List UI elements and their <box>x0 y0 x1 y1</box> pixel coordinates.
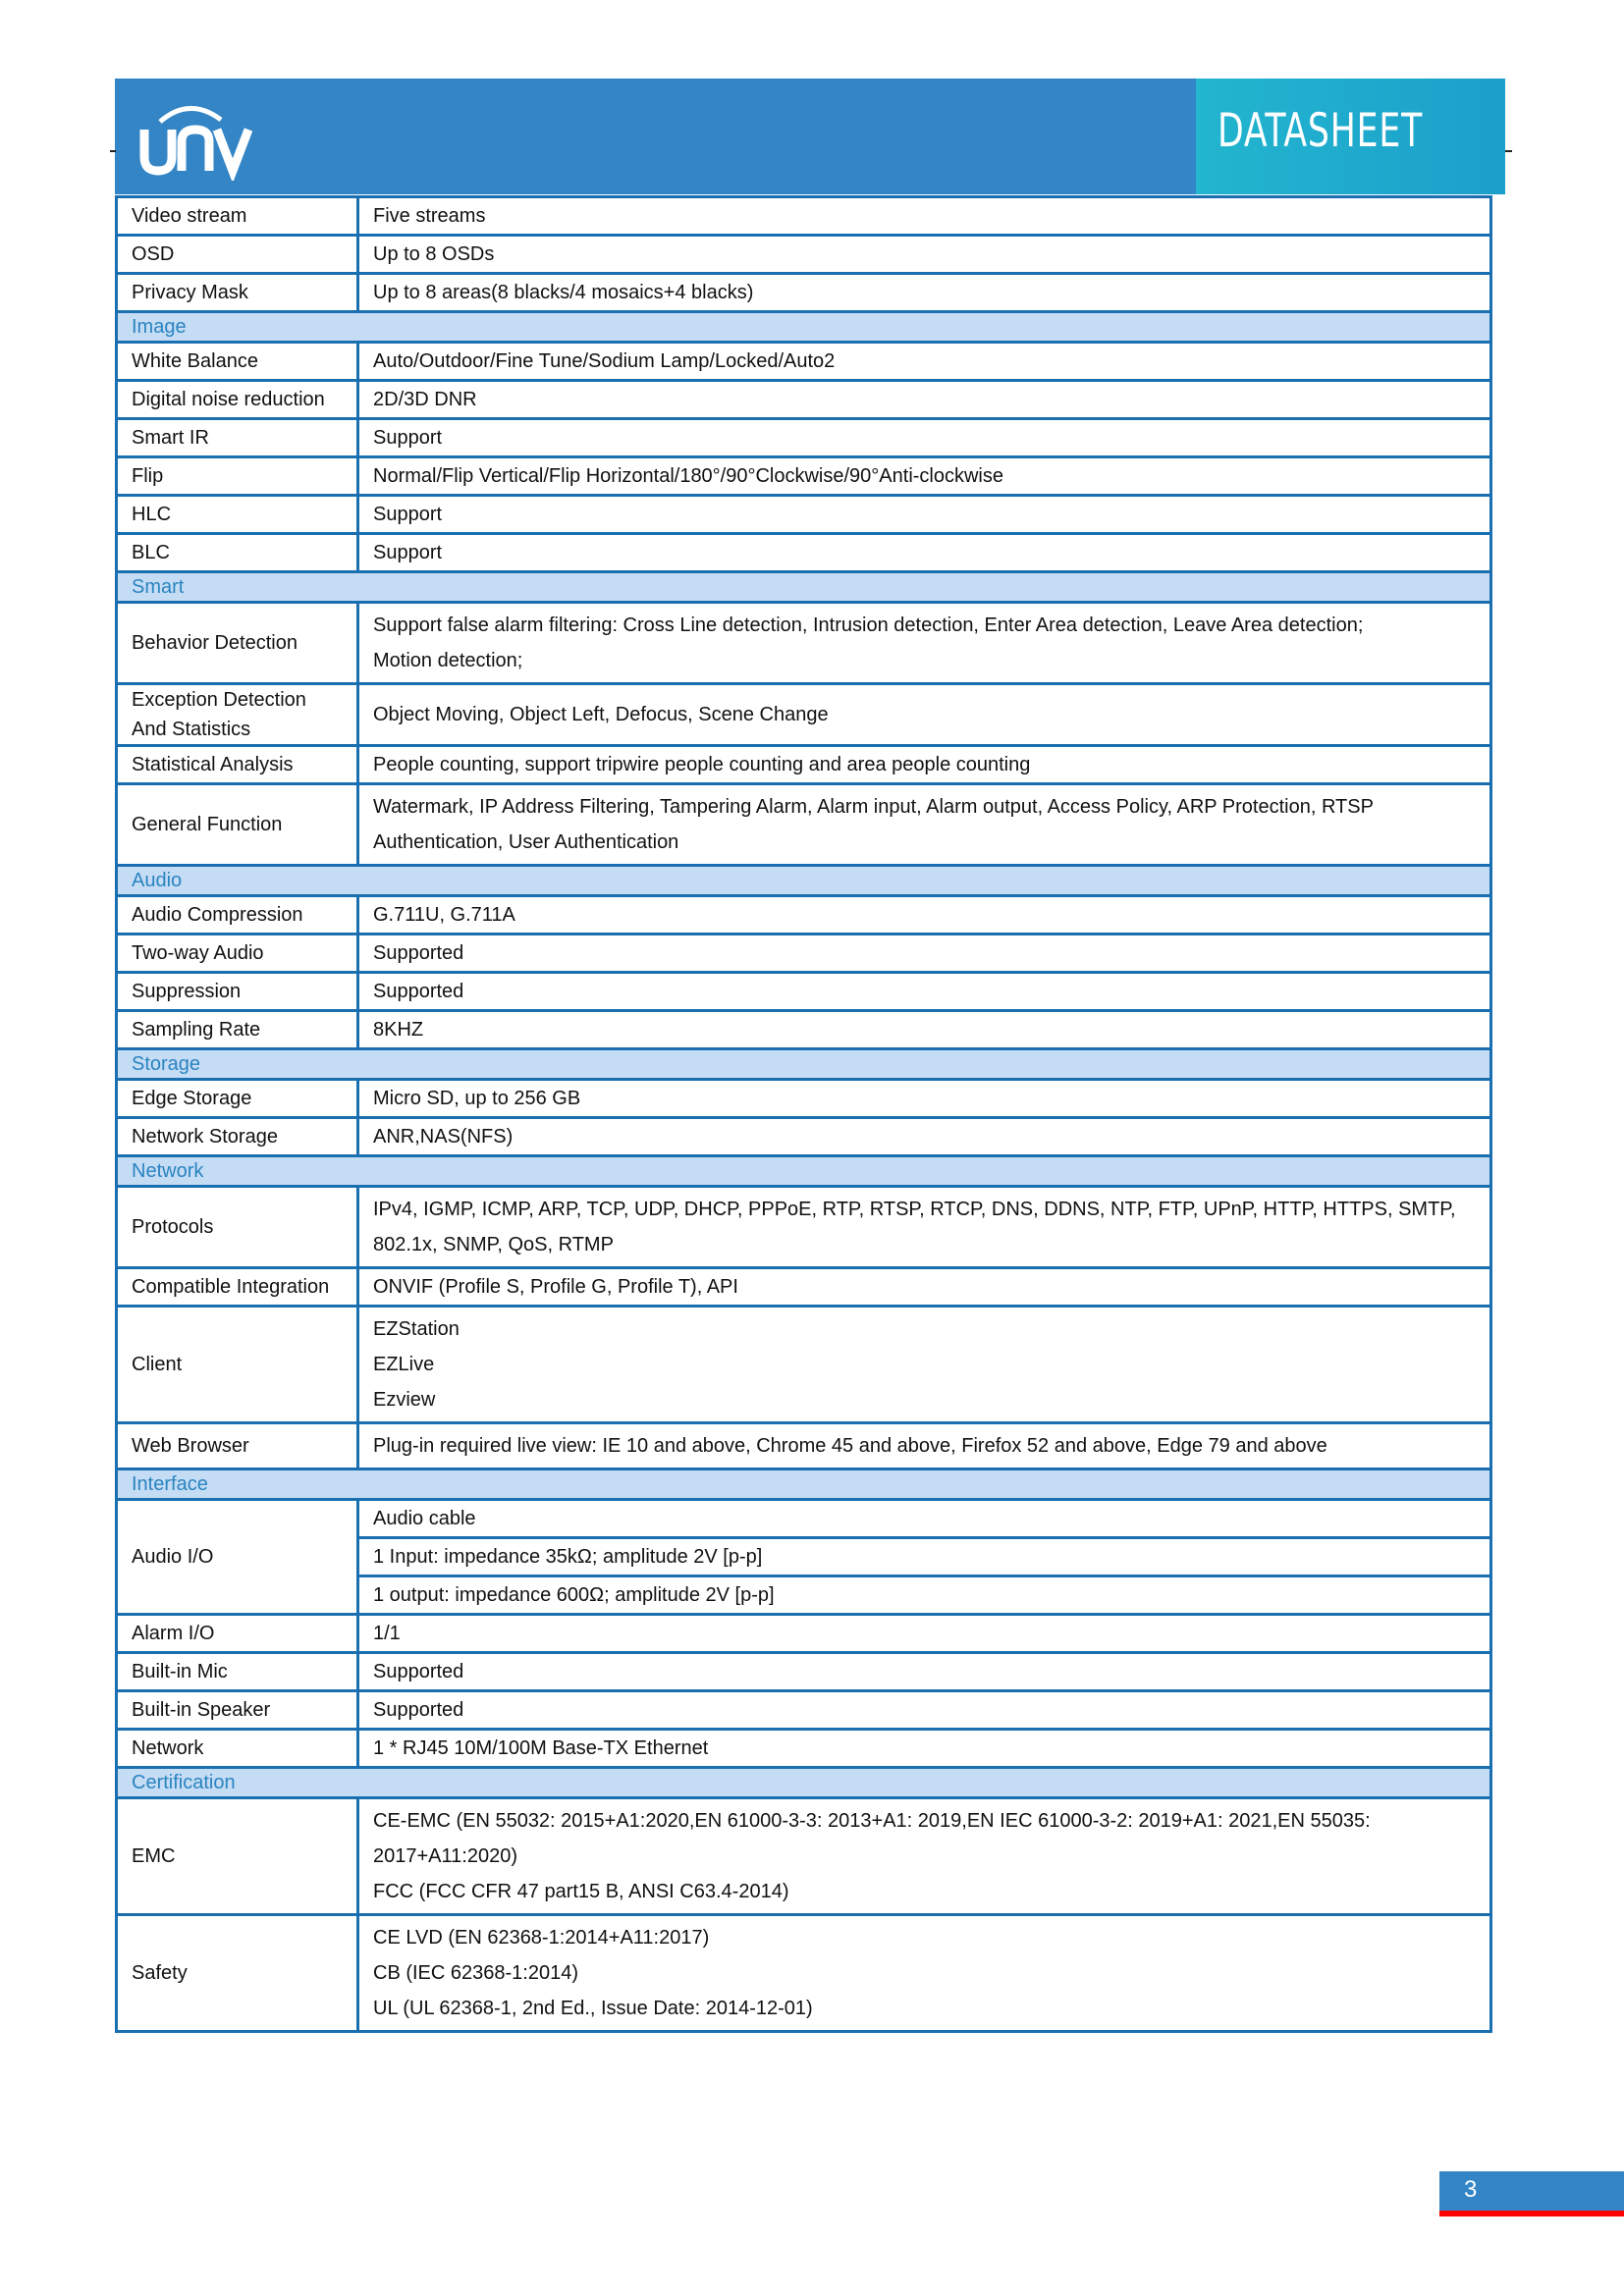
spec-value: Supported <box>358 973 1491 1011</box>
table-row <box>117 684 1491 746</box>
spec-label: Audio I/O <box>117 1500 358 1615</box>
spec-value: Supported <box>358 934 1491 973</box>
spec-label: Protocols <box>117 1187 358 1268</box>
spec-label: Alarm I/O <box>117 1615 358 1653</box>
spec-value: Supported <box>358 1691 1491 1730</box>
page-number-bar <box>1439 2171 1624 2211</box>
table-row <box>117 1730 1491 1768</box>
section-header <box>117 1768 1491 1798</box>
spec-value-line: UL (UL 62368-1, 2nd Ed., Issue Date: 2014-12-01) <box>373 1998 813 2019</box>
spec-value-line: CE-EMC (EN 55032: 2015+A1:2020,EN 61000-3-3: 2013+A1: 2019,EN IEC 61000-3-2: 2019+A1: 2021,EN 55035: 2017+A11:2020) <box>373 1810 1371 1867</box>
table-row <box>117 457 1491 496</box>
section-title: Certification <box>117 1768 1491 1798</box>
table-row <box>117 236 1491 274</box>
spec-label: Digital noise reduction <box>117 381 358 419</box>
spec-value <box>358 1915 1491 2032</box>
table-row <box>117 603 1491 684</box>
table-row <box>117 1118 1491 1156</box>
spec-label: Two-way Audio <box>117 934 358 973</box>
spec-value: 8KHZ <box>358 1011 1491 1049</box>
spec-value: 1/1 <box>358 1615 1491 1653</box>
spec-value <box>358 1307 1491 1423</box>
table-row <box>117 1307 1491 1423</box>
spec-value: Up to 8 areas(8 blacks/4 mosaics+4 blacks) <box>358 274 1491 312</box>
spec-value: Up to 8 OSDs <box>358 236 1491 274</box>
section-header <box>117 572 1491 603</box>
spec-value: ANR,NAS(NFS) <box>358 1118 1491 1156</box>
table-row <box>117 534 1491 572</box>
table-row <box>117 1798 1491 1915</box>
table-row <box>117 973 1491 1011</box>
spec-label: Network <box>117 1730 358 1768</box>
spec-value: Supported <box>358 1653 1491 1691</box>
spec-value-line: FCC (FCC CFR 47 part15 B, ANSI C63.4-2014) <box>373 1881 789 1902</box>
table-row <box>117 1653 1491 1691</box>
table-row <box>117 1080 1491 1118</box>
table-row <box>117 274 1491 312</box>
section-title: Storage <box>117 1049 1491 1080</box>
table-row <box>117 784 1491 866</box>
spec-value: Five streams <box>358 197 1491 236</box>
spec-value-line: EZStation <box>373 1318 460 1340</box>
spec-label: Sampling Rate <box>117 1011 358 1049</box>
spec-label: Built-in Speaker <box>117 1691 358 1730</box>
table-row <box>117 1500 1491 1538</box>
spec-value: Audio cable <box>358 1500 1491 1538</box>
spec-value: 1 output: impedance 600Ω; amplitude 2V [p-p] <box>358 1576 1491 1615</box>
spec-label: Safety <box>117 1915 358 2032</box>
spec-value-line: CE LVD (EN 62368-1:2014+A11:2017) <box>373 1927 710 1949</box>
table-row <box>117 1423 1491 1469</box>
table-row <box>117 1615 1491 1653</box>
section-title: Smart <box>117 572 1491 603</box>
spec-value-line: Motion detection; <box>373 650 523 671</box>
section-title: Image <box>117 312 1491 343</box>
table-row <box>117 1187 1491 1268</box>
spec-value-line: CB (IEC 62368-1:2014) <box>373 1962 579 1984</box>
spec-value: Auto/Outdoor/Fine Tune/Sodium Lamp/Locked/Auto2 <box>358 343 1491 381</box>
spec-label: White Balance <box>117 343 358 381</box>
unv-logo-icon <box>138 92 256 181</box>
spec-label: Smart IR <box>117 419 358 457</box>
spec-table <box>115 195 1492 2033</box>
spec-value: ONVIF (Profile S, Profile G, Profile T), API <box>358 1268 1491 1307</box>
spec-value: Support <box>358 419 1491 457</box>
spec-label: Audio Compression <box>117 896 358 934</box>
spec-value: 1 * RJ45 10M/100M Base-TX Ethernet <box>358 1730 1491 1768</box>
datasheet-title: DATASHEET <box>1218 104 1424 158</box>
spec-label: Privacy Mask <box>117 274 358 312</box>
table-row <box>117 197 1491 236</box>
spec-label: BLC <box>117 534 358 572</box>
spec-label: Flip <box>117 457 358 496</box>
table-row <box>117 1915 1491 2032</box>
spec-label: Built-in Mic <box>117 1653 358 1691</box>
page-number: 3 <box>1464 2176 1478 2203</box>
table-row <box>117 381 1491 419</box>
spec-label: General Function <box>117 784 358 866</box>
spec-label: EMC <box>117 1798 358 1915</box>
section-title: Interface <box>117 1469 1491 1500</box>
spec-value: People counting, support tripwire people counting and area people counting <box>358 746 1491 784</box>
section-header <box>117 866 1491 896</box>
spec-value: Plug-in required live view: IE 10 and above, Chrome 45 and above, Firefox 52 and above, Edge 79 and above <box>358 1423 1491 1469</box>
table-row <box>117 343 1491 381</box>
spec-label: Compatible Integration <box>117 1268 358 1307</box>
spec-value: Watermark, IP Address Filtering, Tampering Alarm, Alarm input, Alarm output, Access Policy, ARP Protection, RTSP Authentication, User Authentication <box>358 784 1491 866</box>
spec-label: Video stream <box>117 197 358 236</box>
spec-value: Normal/Flip Vertical/Flip Horizontal/180°/90°Clockwise/90°Anti-clockwise <box>358 457 1491 496</box>
footer-red-line <box>1439 2211 1624 2216</box>
table-row <box>117 496 1491 534</box>
table-row <box>117 419 1491 457</box>
spec-label: Statistical Analysis <box>117 746 358 784</box>
spec-label: Behavior Detection <box>117 603 358 684</box>
spec-label: Network Storage <box>117 1118 358 1156</box>
spec-value: Support <box>358 534 1491 572</box>
spec-label: Edge Storage <box>117 1080 358 1118</box>
spec-label: Web Browser <box>117 1423 358 1469</box>
table-row <box>117 934 1491 973</box>
spec-value-line: Support false alarm filtering: Cross Line detection, Intrusion detection, Enter Area detection, Leave Area detection; <box>373 614 1364 636</box>
spec-value: Object Moving, Object Left, Defocus, Scene Change <box>358 684 1491 746</box>
spec-label: Suppression <box>117 973 358 1011</box>
table-row <box>117 1268 1491 1307</box>
section-title: Network <box>117 1156 1491 1187</box>
spec-label: Client <box>117 1307 358 1423</box>
table-row <box>117 746 1491 784</box>
spec-value: 2D/3D DNR <box>358 381 1491 419</box>
spec-label: OSD <box>117 236 358 274</box>
spec-value: G.711U, G.711A <box>358 896 1491 934</box>
section-header <box>117 312 1491 343</box>
spec-value: Micro SD, up to 256 GB <box>358 1080 1491 1118</box>
spec-value-line: EZLive <box>373 1354 435 1375</box>
table-row <box>117 896 1491 934</box>
header-tick-right <box>1505 150 1512 152</box>
spec-value <box>358 1798 1491 1915</box>
section-header <box>117 1156 1491 1187</box>
section-header <box>117 1469 1491 1500</box>
section-header <box>117 1049 1491 1080</box>
header-tick-left <box>110 150 116 152</box>
spec-value <box>358 603 1491 684</box>
table-row <box>117 1691 1491 1730</box>
section-title: Audio <box>117 866 1491 896</box>
table-row <box>117 1011 1491 1049</box>
datasheet-block <box>1196 79 1505 194</box>
spec-label: HLC <box>117 496 358 534</box>
spec-label: Exception Detection And Statistics <box>117 684 358 746</box>
header-banner <box>115 79 1505 194</box>
spec-value: 1 Input: impedance 35kΩ; amplitude 2V [p-p] <box>358 1538 1491 1576</box>
spec-value: IPv4, IGMP, ICMP, ARP, TCP, UDP, DHCP, PPPoE, RTP, RTSP, RTCP, DNS, DDNS, NTP, FTP, UPnP, HTTP, HTTPS, SMTP, 802.1x, SNMP, QoS, RTMP <box>358 1187 1491 1268</box>
spec-value: Support <box>358 496 1491 534</box>
spec-value-line: Ezview <box>373 1389 436 1411</box>
